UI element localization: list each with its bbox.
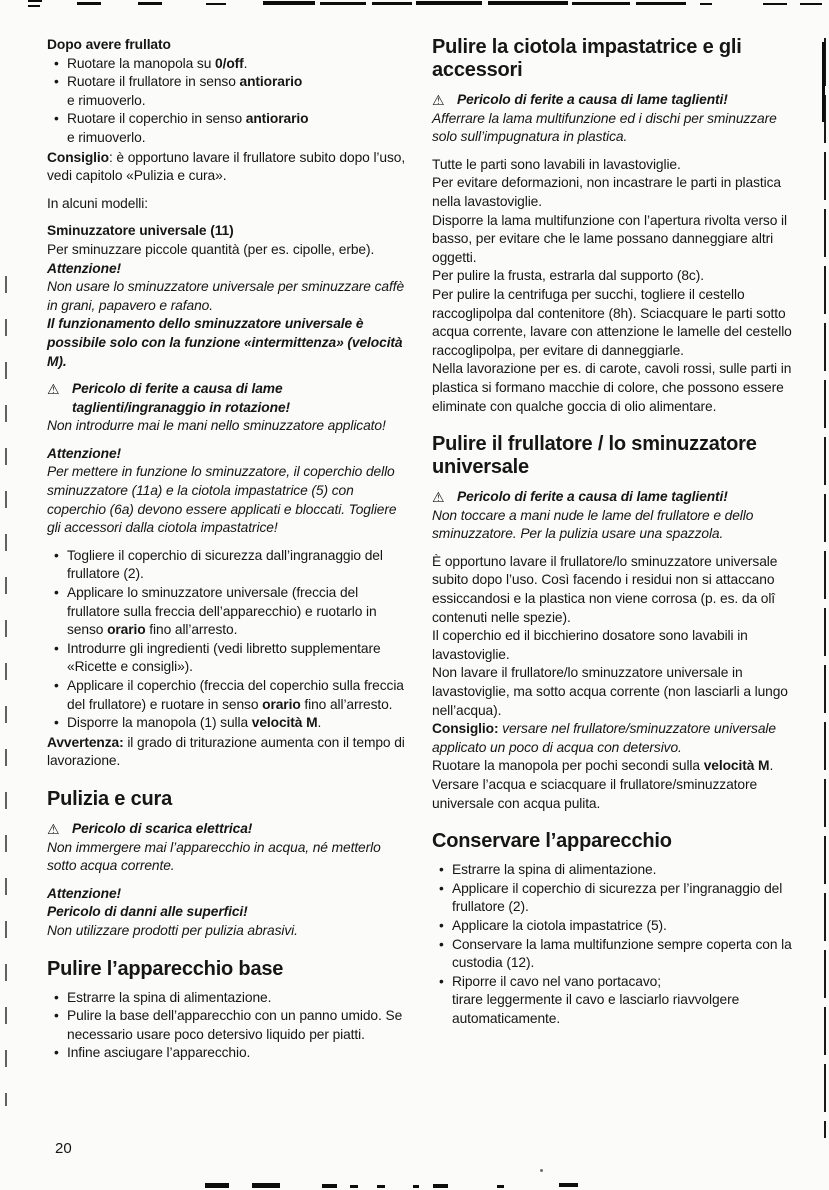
warning-title: ⚠ Pericolo di ferite a causa di lame taglienti! — [432, 92, 728, 108]
scan-artifact-right-line — [824, 38, 826, 1138]
paragraph: Non introdurre mai le mani nello sminuzzatore applicato! — [47, 418, 386, 434]
paragraph: Avvertenza: il grado di triturazione aumenta con il tempo di lavorazione. — [47, 734, 405, 769]
sub-heading: Dopo avere frullato — [47, 37, 171, 52]
scan-artifact-dot — [540, 1169, 543, 1172]
list-item: • Introdurre gli ingredienti (vedi libretto supplementare «Ricette e consigli»). — [67, 640, 410, 677]
paragraph: Consiglio: è opportuno lavare il frullatore subito dopo l’uso, vedi capitolo «Pulizia e cura». — [47, 149, 406, 184]
list-item: • Ruotare il coperchio in senso antiorario e rimuoverlo. — [67, 110, 410, 147]
paragraph: Attenzione! Per mettere in funzione lo sminuzzatore, il coperchio dello sminuzzatore (11a) e la ciotola impastatrice (5) con coperchio (6a) devono essere applicati e bloccati. Togliere gli accessori dalla ciotola impastatrice! — [47, 445, 397, 536]
list-item: • Estrarre la spina di alimentazione. — [67, 989, 410, 1008]
bullet-list — [47, 55, 410, 148]
list-item: • Infine asciugare l’apparecchio. — [67, 1044, 410, 1063]
paragraph: Non immergere mai l’apparecchio in acqua, né metterlo sotto acqua corrente. — [47, 839, 381, 874]
list-item: • Estrarre la spina di alimentazione. — [452, 861, 804, 880]
page-number: 20 — [55, 1140, 72, 1157]
list-item: • Riporre il cavo nel vano portacavo; tirare leggermente il cavo e lasciarlo riavvolgere automaticamente. — [452, 973, 804, 1029]
warning-icon: ⚠ — [432, 92, 445, 108]
list-item: • Pulire la base dell’apparecchio con un panno umido. Se necessario usare poco detersivo liquido per piatti. — [67, 1007, 410, 1044]
paragraph: Tutte le parti sono lavabili in lavastoviglie. Per evitare deformazioni, non incastrare le parti in plastica nella lavastoviglie. Disporre la lama multifunzione con l’apertura rivolta verso il basso, per evitare che le lame possano danneggiare altri oggetti. Per pulire la frusta, estrarla dal supporto (8c). Per pulire la centrifuga per succhi, togliere il cestello raccoglipolpa dal contenitore (8h). Sciacquare le parti sotto acqua corrente, lavare con attenzione le lamelle del cestello raccoglipolpa, per evitare di danneggiarle. Nella lavorazione per es. di carote, cavoli rossi, sulle parti in plastica si formano macchie di colore, che possono essere eliminate con qualche goccia di olio alimentare. — [432, 156, 792, 414]
paragraph: Non toccare a mani nude le lame del frullatore e dello sminuzzatore. Per la pulizia usare una spazzola. — [432, 507, 754, 542]
paragraph: È opportuno lavare il frullatore/lo sminuzzatore universale subito dopo l’uso. Così facendo i residui non si attaccano essiccandosi e la plastica non viene corrosa (p. es. da olî contenuti nelle spezie). Il coperchio ed il bicchierino dosatore sono lavabili in lavastoviglie. Non lavare il frullatore/lo sminuzzatore universale in lavastoviglie, ma sotto acqua corrente (non lasciarli a lungo nell’acqua). Consiglio: versare nel frullatore/sminuzzatore universale applicato un poco di acqua con detersivo. Ruotare la manopola per pochi secondi sulla velocità M. Versare l’acqua e sciacquare il frullatore/sminuzzatore universale con acqua pulita. — [432, 553, 788, 811]
left-column — [47, 36, 410, 1064]
bullet-list — [47, 989, 410, 1063]
bullet-list — [47, 547, 410, 733]
paragraph: Per sminuzzare piccole quantità (per es. cipolle, erbe). Attenzione! Non usare lo sminuzzatore universale per sminuzzare caffè in grani, papavero e rafano. Il funzionamento dello sminuzzatore universale è possibile solo con la funzione «intermittenza» (velocità M). — [47, 241, 405, 369]
warning-icon: ⚠ — [47, 381, 60, 398]
list-item: • Ruotare la manopola su 0/off. — [67, 55, 410, 74]
scan-artifact-left-dashes — [5, 250, 7, 1106]
section-heading: Pulire la ciotola impastatrice e gli accessori — [432, 36, 742, 81]
list-item: • Ruotare il frullatore in senso antiorario e rimuoverlo. — [67, 73, 410, 110]
bullet-list — [432, 861, 804, 1028]
list-item: • Applicare lo sminuzzatore universale (freccia del frullatore sulla freccia dell’apparecchio) e ruotarlo in senso orario fino all’arresto. — [67, 584, 410, 640]
scan-artifact-right-line-thick — [822, 42, 825, 122]
section-heading: Conservare l’apparecchio — [432, 830, 672, 853]
paragraph: Afferrare la lama multifunzione ed i dischi per sminuzzare solo sull’impugnatura in plastica. — [432, 110, 777, 145]
list-item: • Applicare la ciotola impastatrice (5). — [452, 917, 804, 936]
list-item: • Disporre la manopola (1) sulla velocità M. — [67, 714, 410, 733]
list-item: • Applicare il coperchio di sicurezza per l’ingranaggio del frullatore (2). — [452, 880, 804, 917]
sub-heading: Sminuzzatore universale (11) — [47, 223, 234, 239]
paragraph: Attenzione! Pericolo di danni alle superfici! Non utilizzare prodotti per pulizia abrasivi. — [47, 885, 298, 938]
warning-title: ⚠ Pericolo di ferite a causa di lame taglienti/ingranaggio in rotazione! — [47, 381, 291, 415]
warning-title: ⚠ Pericolo di scarica elettrica! — [47, 820, 253, 837]
list-item: • Togliere il coperchio di sicurezza dall’ingranaggio del frullatore (2). — [67, 547, 410, 584]
list-item: • Applicare il coperchio (freccia del coperchio sulla freccia del frullatore) e ruotare in senso orario fino all’arresto. — [67, 677, 410, 714]
warning-title: ⚠ Pericolo di ferite a causa di lame taglienti! — [432, 489, 728, 506]
section-heading: Pulizia e cura — [47, 787, 173, 810]
list-item: • Conservare la lama multifunzione sempre coperta con la custodia (12). — [452, 936, 804, 973]
warning-icon: ⚠ — [47, 820, 60, 837]
paragraph: In alcuni modelli: — [47, 195, 148, 211]
right-column — [432, 36, 804, 1030]
section-heading: Pulire l’apparecchio base — [47, 957, 284, 980]
section-heading: Pulire il frullatore / lo sminuzzatore universale — [432, 433, 757, 479]
warning-icon: ⚠ — [432, 489, 445, 506]
